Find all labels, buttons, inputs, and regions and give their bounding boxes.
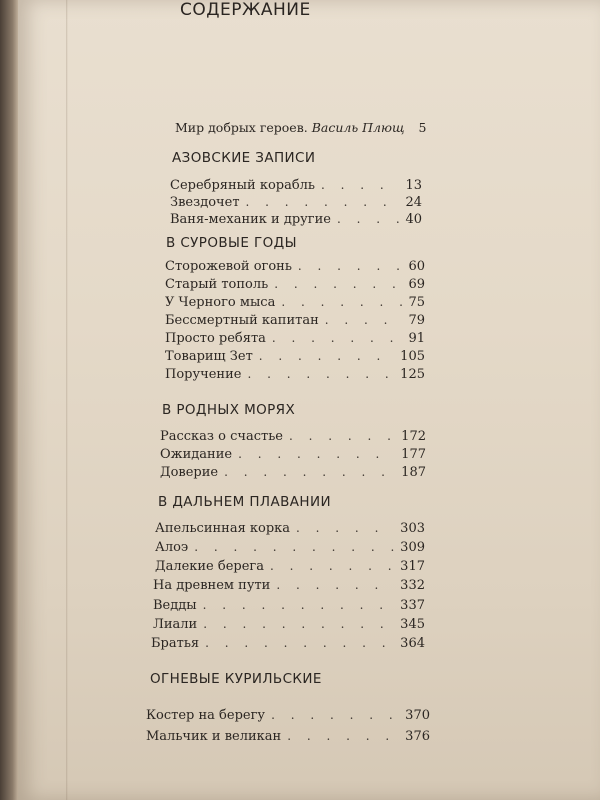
dot-leader	[289, 429, 395, 443]
section-heading: АЗОВСКИЕ ЗАПИСИ	[172, 150, 316, 166]
entry-title: Сторожевой огонь	[165, 259, 292, 274]
toc-entry	[146, 729, 430, 744]
entry-page: 317	[400, 559, 425, 574]
toc-entry	[155, 540, 425, 555]
entry-title: Старый тополь	[165, 277, 269, 292]
toc-entry	[160, 465, 426, 480]
entry-title: Апельсинная корка	[155, 521, 291, 536]
entry-page: 60	[408, 259, 425, 274]
toc-entry	[160, 429, 426, 444]
entry-page: 24	[405, 195, 422, 210]
entry-title: Бессмертный капитан	[165, 313, 319, 328]
entry-title: Ожидание	[160, 447, 233, 462]
section-heading: В ДАЛЬНЕМ ПЛАВАНИИ	[158, 494, 331, 510]
entry-page: 364	[400, 636, 425, 651]
section-heading: ОГНЕВЫЕ КУРИЛЬСКИЕ	[150, 671, 322, 687]
dot-leader	[281, 295, 402, 309]
entry-title: Звездочет	[170, 195, 240, 210]
intro-author: Василь Плющ	[311, 120, 405, 135]
dot-leader	[205, 636, 394, 650]
entry-page: 69	[408, 277, 425, 292]
toc-entry	[170, 178, 422, 193]
dot-leader	[271, 708, 399, 722]
dot-leader	[246, 195, 400, 209]
dot-leader	[274, 277, 402, 291]
entry-page: 125	[400, 367, 425, 382]
entry-page: 303	[400, 521, 425, 536]
entry-title: Доверие	[160, 465, 219, 480]
intro-page: 5	[418, 120, 427, 135]
dot-leader	[238, 447, 395, 461]
toc-entry	[151, 636, 425, 651]
toc-entry	[170, 195, 422, 210]
entry-page: 79	[408, 313, 425, 328]
entry-title: Далекие берега	[155, 559, 264, 574]
entry-title: Ведды	[153, 598, 197, 613]
dot-leader	[321, 178, 399, 192]
entry-page: 337	[400, 598, 425, 613]
dot-leader	[270, 559, 394, 573]
toc-entry	[165, 367, 425, 382]
entry-title: Просто ребята	[165, 331, 266, 346]
toc-entry	[153, 617, 425, 632]
dot-leader	[325, 313, 403, 327]
dot-leader	[259, 349, 394, 363]
entry-page: 40	[405, 212, 422, 227]
entry-title: Мальчик и великан	[146, 729, 282, 744]
entry-page: 332	[400, 578, 425, 593]
dot-leader	[298, 259, 403, 273]
book-spine-shadow	[0, 0, 18, 800]
entry-page: 345	[400, 617, 425, 632]
entry-title: Серебряный корабль	[170, 178, 315, 193]
entry-title: Поручение	[165, 367, 242, 382]
toc-entry	[153, 598, 425, 613]
entry-page: 91	[408, 331, 425, 346]
entry-page: 376	[405, 729, 430, 744]
entry-page: 172	[401, 429, 426, 444]
dot-leader	[203, 598, 395, 612]
entry-title: На древнем пути	[153, 578, 271, 593]
toc-entry	[165, 277, 425, 292]
toc-entry	[165, 349, 425, 364]
toc-entry	[165, 331, 425, 346]
section-heading: В СУРОВЫЕ ГОДЫ	[166, 235, 297, 251]
entry-title: Алоэ	[155, 540, 189, 555]
page-title: СОДЕРЖАНИЕ	[180, 0, 311, 20]
entry-page: 105	[400, 349, 425, 364]
toc-entry	[146, 708, 430, 723]
entry-page: 370	[405, 708, 430, 723]
dot-leader	[203, 617, 394, 631]
dot-leader	[272, 331, 403, 345]
entry-title: Костер на берегу	[146, 708, 266, 723]
dot-leader	[224, 465, 395, 479]
entry-page: 75	[408, 295, 425, 310]
dot-leader	[194, 540, 394, 554]
toc-entry	[160, 447, 426, 462]
dot-leader	[287, 729, 399, 743]
dot-leader	[337, 212, 399, 226]
entry-page: 177	[401, 447, 426, 462]
entry-page: 309	[400, 540, 425, 555]
entry-title: Товарищ Зет	[165, 349, 253, 364]
toc-entry	[165, 295, 425, 310]
entry-title: Рассказ о счастье	[160, 429, 283, 444]
toc-entry	[155, 521, 425, 536]
dot-leader	[247, 367, 394, 381]
intro-title: Мир добрых героев.	[175, 120, 308, 135]
entry-page: 187	[401, 465, 426, 480]
entry-title: Ваня-механик и другие	[170, 212, 331, 227]
entry-page: 13	[405, 178, 422, 193]
toc-entry	[153, 578, 425, 593]
toc-entry	[165, 259, 425, 274]
dot-leader	[276, 578, 394, 592]
entry-title: Братья	[151, 636, 200, 651]
intro-entry	[175, 120, 425, 135]
page-crease	[66, 0, 68, 800]
toc-entry	[165, 313, 425, 328]
toc-entry	[155, 559, 425, 574]
entry-title: Лиали	[153, 617, 198, 632]
toc-entry	[170, 212, 422, 227]
dot-leader	[296, 521, 394, 535]
entry-title: У Черного мыса	[165, 295, 276, 310]
section-heading: В РОДНЫХ МОРЯХ	[162, 402, 296, 418]
